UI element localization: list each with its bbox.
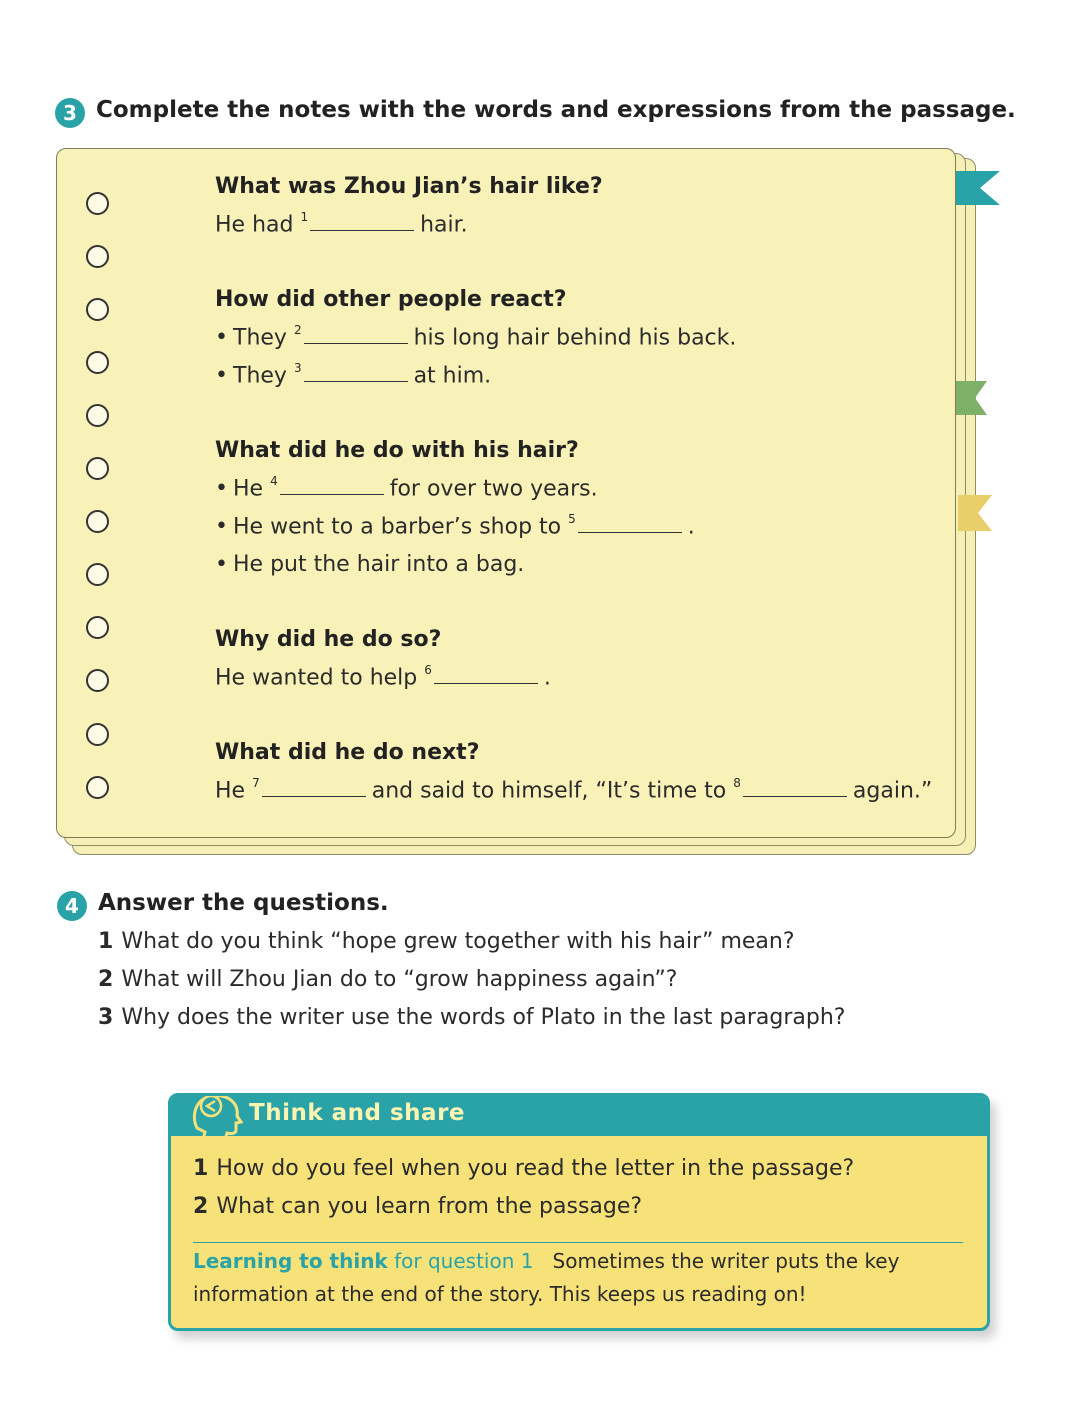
binder-ring bbox=[86, 404, 109, 427]
note-question-next: What did he do next? bbox=[215, 740, 480, 765]
binder-ring bbox=[86, 669, 109, 692]
binder-ring bbox=[86, 245, 109, 268]
note-line-2: • They $^2$ his long hair behind his back. bbox=[215, 323, 737, 351]
binder-ring bbox=[86, 776, 109, 799]
think-and-share-box bbox=[168, 1093, 990, 1331]
note-line-5: • He went to a barber’s shop to $^5$ . bbox=[215, 512, 695, 540]
note-line-7: He wanted to help $^6$ . bbox=[215, 663, 551, 691]
answer-blank-4[interactable] bbox=[280, 476, 384, 495]
think-question-item: 1 How do you feel when you read the letter in the passage? bbox=[193, 1156, 855, 1181]
note-question-react: How did other people react? bbox=[215, 287, 567, 312]
note-line-3: • They $^3$ at him. bbox=[215, 361, 492, 389]
binder-ring bbox=[86, 616, 109, 639]
binder-ring bbox=[86, 351, 109, 374]
learning-to-think-label: Learning to think bbox=[193, 1249, 388, 1273]
note-line-6: • He put the hair into a bag. bbox=[215, 552, 525, 577]
learning-to-think-text-2: information at the end of the story. This keeps us reading on! bbox=[193, 1282, 807, 1306]
note-question-hair-like: What was Zhou Jian’s hair like? bbox=[215, 174, 603, 199]
exercise-3-title: Complete the notes with the words and expressions from the passage. bbox=[96, 97, 1016, 123]
answer-blank-1[interactable] bbox=[310, 212, 414, 231]
answer-blank-5[interactable] bbox=[578, 514, 682, 533]
note-question-why: Why did he do so? bbox=[215, 627, 442, 652]
binder-ring bbox=[86, 298, 109, 321]
note-question-do-with-hair: What did he do with his hair? bbox=[215, 438, 579, 463]
binder-ring bbox=[86, 563, 109, 586]
think-and-share-title: Think and share bbox=[249, 1100, 466, 1126]
answer-blank-6[interactable] bbox=[434, 665, 538, 684]
binder-ring bbox=[86, 723, 109, 746]
divider bbox=[193, 1242, 963, 1243]
answer-blank-8[interactable] bbox=[743, 778, 847, 797]
answer-blank-2[interactable] bbox=[304, 325, 408, 344]
learning-to-think-question-ref: for question 1 bbox=[394, 1249, 534, 1273]
answer-blank-3[interactable] bbox=[304, 363, 408, 382]
note-line-8: He $^7$ and said to himself, “It’s time to $^8$ again.” bbox=[215, 776, 933, 804]
question-item: 1 What do you think “hope grew together with his hair” mean? bbox=[98, 929, 795, 954]
learning-to-think-text: Sometimes the writer puts the key bbox=[552, 1249, 900, 1273]
note-line-4: • He $^4$ for over two years. bbox=[215, 474, 598, 502]
binder-ring bbox=[86, 192, 109, 215]
exercise-4-number-badge: 4 bbox=[57, 891, 87, 921]
question-item: 2 What will Zhou Jian do to “grow happiness again”? bbox=[98, 967, 678, 992]
learning-to-think-line bbox=[193, 1249, 899, 1273]
green-bookmark-tab bbox=[955, 381, 987, 415]
binder-ring bbox=[86, 510, 109, 533]
binder-ring bbox=[86, 457, 109, 480]
yellow-bookmark-tab bbox=[958, 495, 992, 531]
think-question-item: 2 What can you learn from the passage? bbox=[193, 1194, 643, 1219]
question-item: 3 Why does the writer use the words of Plato in the last paragraph? bbox=[98, 1005, 846, 1030]
thinking-head-icon bbox=[189, 1093, 247, 1144]
exercise-3-number-badge: 3 bbox=[55, 98, 85, 128]
note-line-1: He had $^1$ hair. bbox=[215, 210, 468, 238]
answer-blank-7[interactable] bbox=[262, 778, 366, 797]
exercise-4-title: Answer the questions. bbox=[98, 890, 389, 916]
